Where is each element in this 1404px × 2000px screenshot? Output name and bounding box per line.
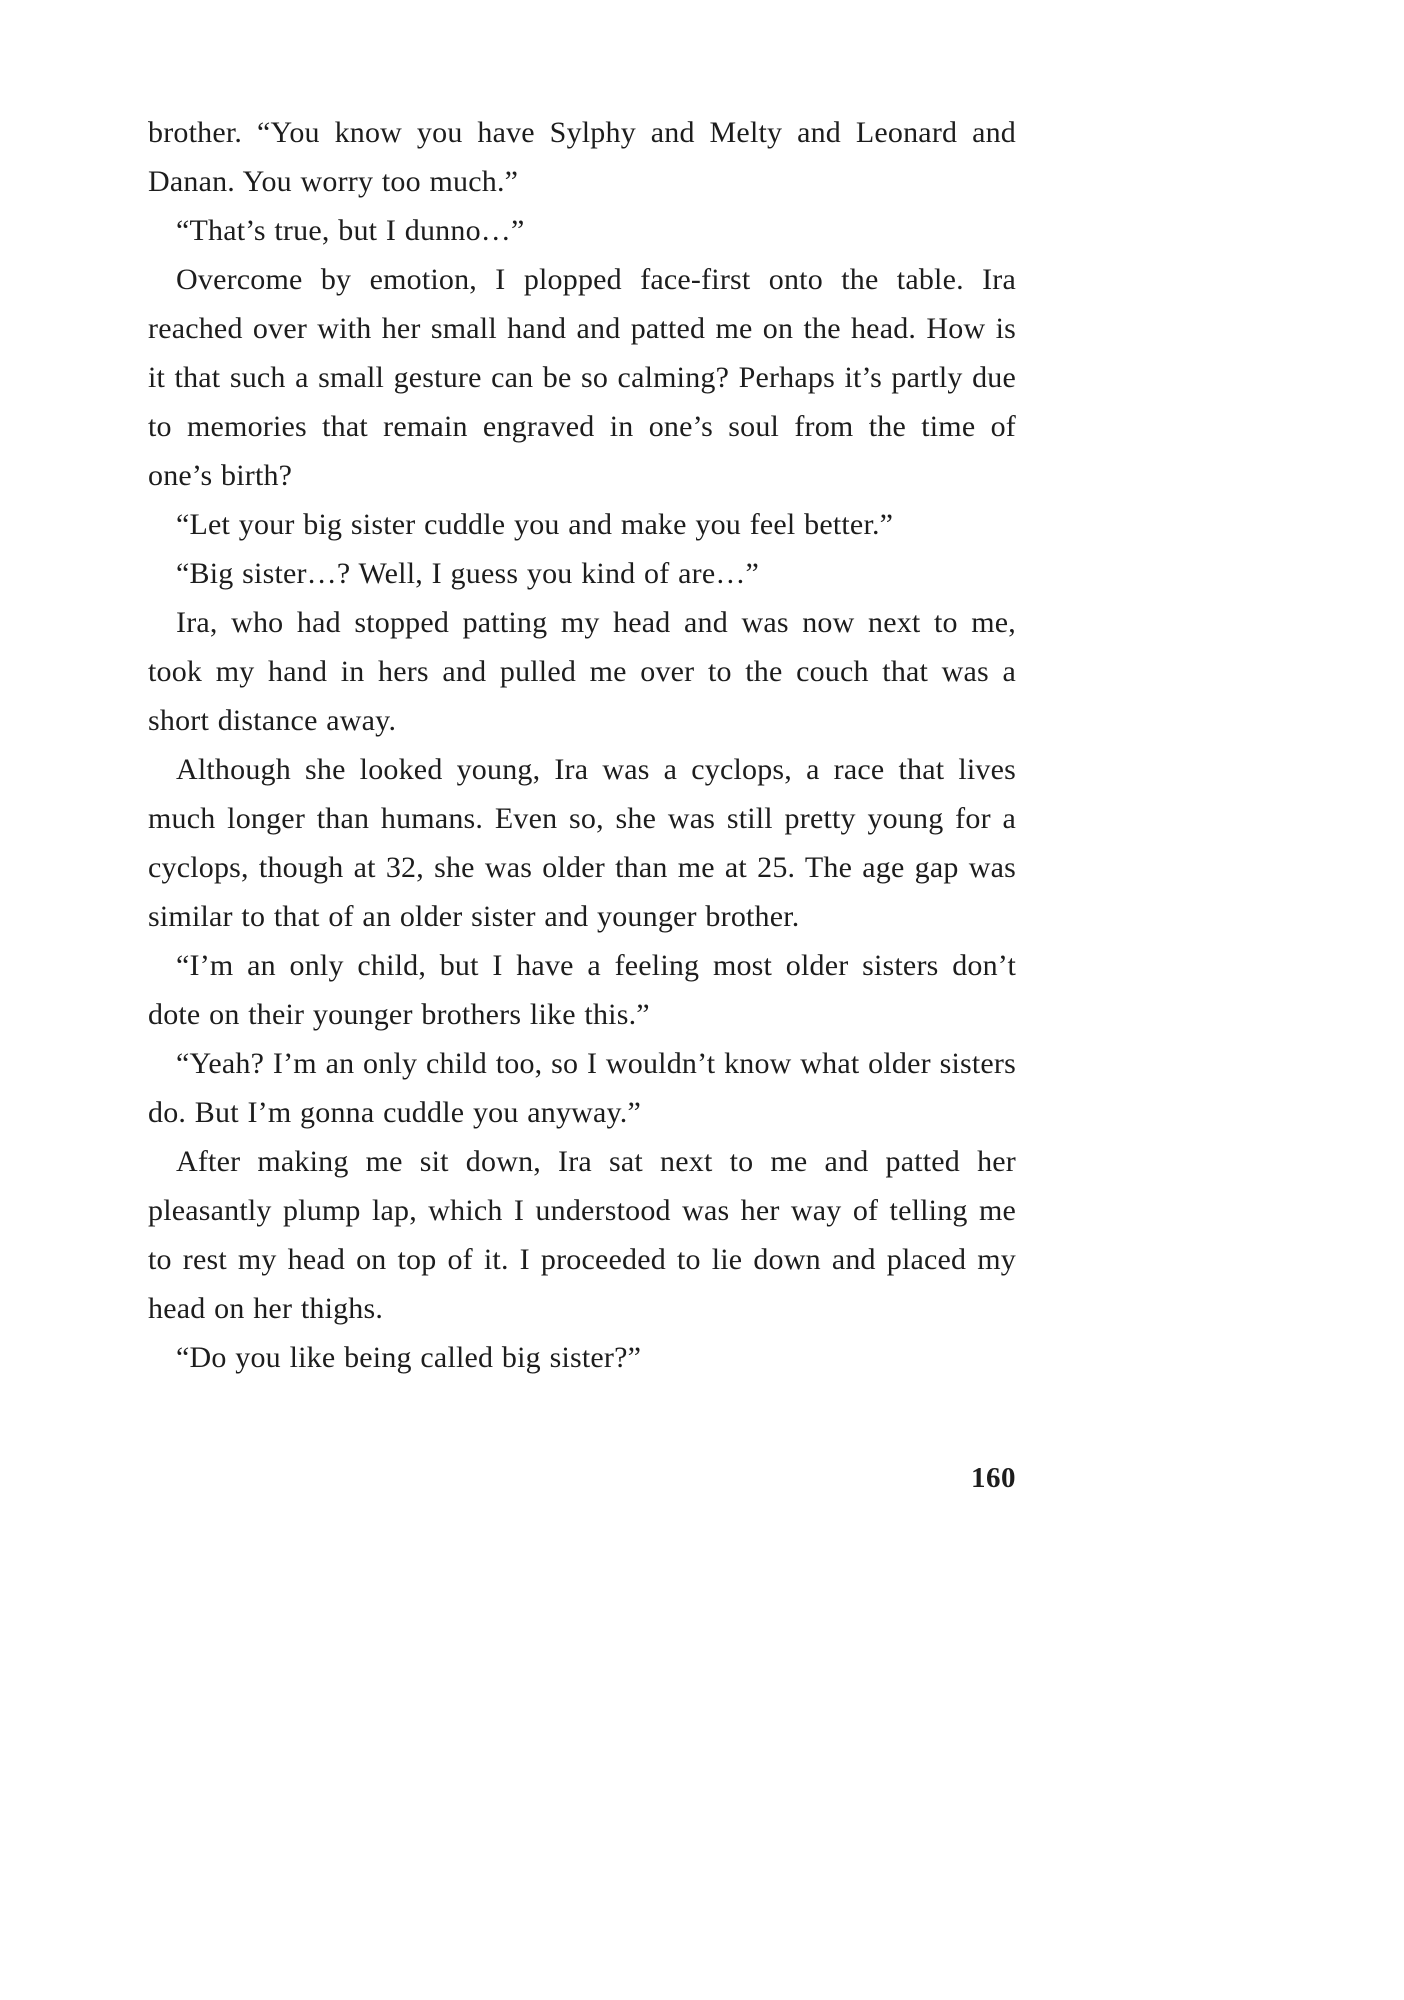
paragraph: brother. “You know you have Sylphy and Melty and Leonard and Danan. You worry too much.” [148,116,1016,198]
text-block [148,108,1016,1382]
paragraph: “Do you like being called big sister?” [176,1341,642,1374]
paragraph: Although she looked young, Ira was a cyclops, a race that lives much longer than humans. Even so, she was still pretty young for a cyclops, though at 32, she was older than me at 25. The age gap was similar to that of an older sister and younger brother. [148,753,1016,933]
paragraph: “Let your big sister cuddle you and make you feel better.” [176,508,894,541]
paragraph: After making me sit down, Ira sat next to me and patted her pleasantly plump lap, which I understood was her way of telling me to rest my head on top of it. I proceeded to lie down and placed my head on her thighs. [148,1145,1016,1325]
paragraph: Ira, who had stopped patting my head and was now next to me, took my hand in hers and pulled me over to the couch that was a short distance away. [148,606,1016,737]
paragraph: “That’s true, but I dunno…” [176,214,525,247]
paragraph: “Big sister…? Well, I guess you kind of are…” [176,557,760,590]
paragraph: “I’m an only child, but I have a feeling most older sisters don’t dote on their younger brothers like this.” [148,949,1016,1031]
paragraph: “Yeah? I’m an only child too, so I wouldn’t know what older sisters do. But I’m gonna cuddle you anyway.” [148,1047,1016,1129]
page-number: 160 [971,1462,1016,1494]
paragraph: Overcome by emotion, I plopped face-first onto the table. Ira reached over with her small hand and patted me on the head. How is it that such a small gesture can be so calming? Perhaps it’s partly due to memories that remain engraved in one’s soul from the time of one’s birth? [148,263,1016,492]
